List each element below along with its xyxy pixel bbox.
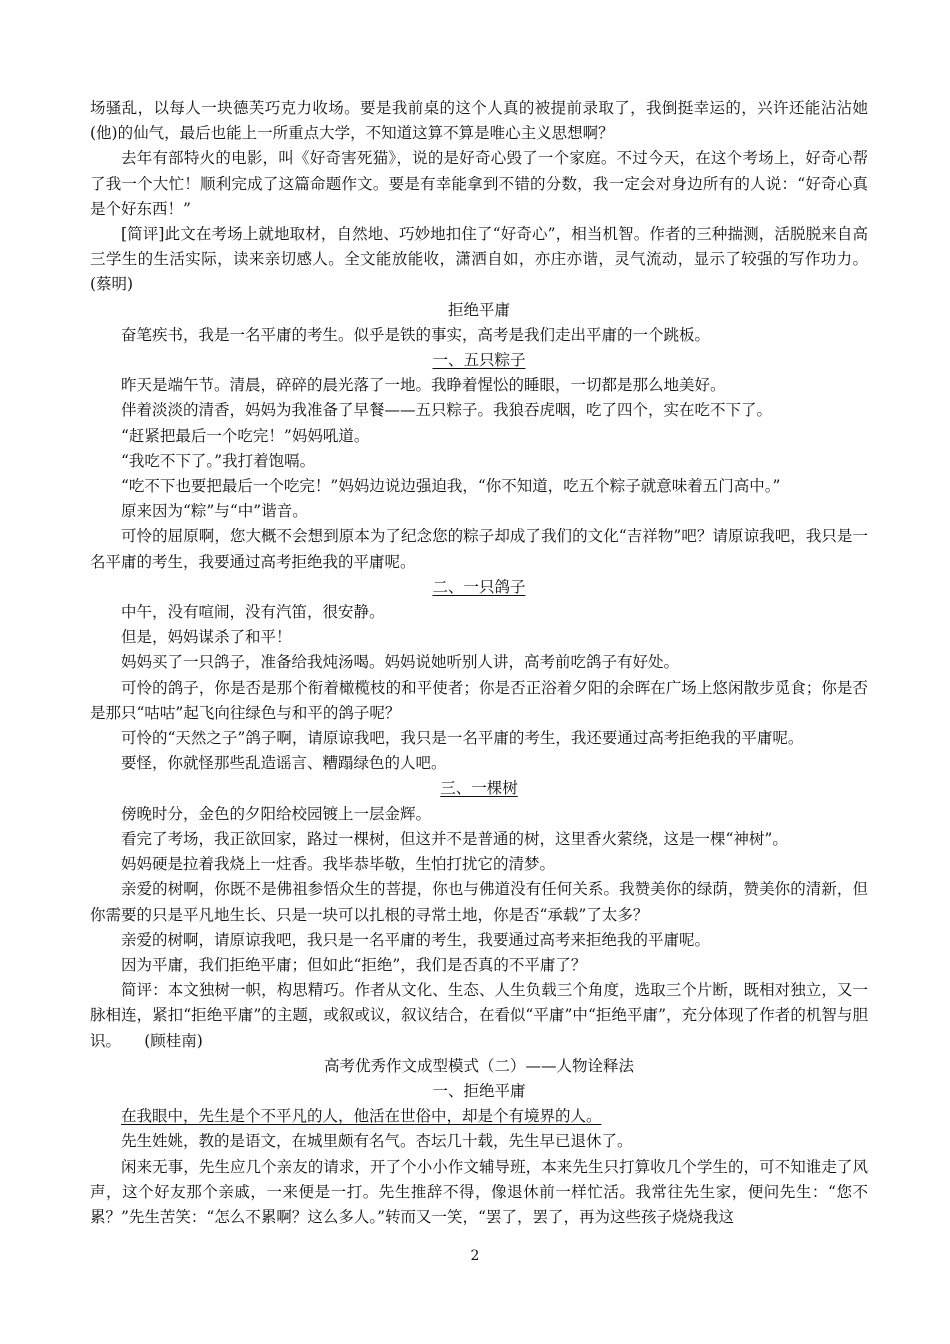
- body-paragraph: 傍晚时分，金色的夕阳给校园镀上一层金辉。: [121, 804, 432, 823]
- body-paragraph: 闲来无事，先生应几个亲友的请求，开了个小小作文辅导班，本来先生只打算收几个学生的，可不知谁走了风声，这个好友那个亲戚，一来便是一打。先生推辞不得，像退休前一样忙活。我常往先生家，便问先生：“您不累？”先生苦笑：“怎么不累啊？这么多人。”转而又一笑，“罢了，罢了，再为这些孩子烧烧我这: [90, 1157, 868, 1226]
- body-paragraph: 但是，妈妈谋杀了和平！: [121, 628, 292, 647]
- section-heading-text: 一、五只粽子: [432, 351, 526, 370]
- body-paragraph: 场骚乱，以每人一块德芙巧克力收场。要是我前桌的这个人真的被提前录取了，我倒挺幸运的，兴许还能沾沾她(他)的仙气，最后也能上一所重点大学，不知道这算不算是唯心主义思想啊？: [90, 99, 868, 143]
- body-paragraph: 昨天是端午节。清晨，碎碎的晨光落了一地。我睁着惺忪的睡眼，一切都是那么地美好。: [121, 376, 726, 395]
- underlined-text: 在我眼中，先生是个不平凡的人，他活在世俗中，却是个有境界的人。: [121, 1107, 602, 1126]
- body-paragraph: “我吃不下了。”我打着饱嗝。: [121, 451, 316, 470]
- body-paragraph: 妈妈买了一只鸽子，准备给我炖汤喝。妈妈说她听别人讲，高考前吃鸽子有好处。: [121, 653, 680, 672]
- page-number: 2: [470, 1248, 480, 1264]
- body-paragraph: 中午，没有喧闹，没有汽笛，很安静。: [121, 603, 385, 622]
- body-paragraph: 去年有部特火的电影，叫《好奇害死猫》，说的是好奇心毁了一个家庭。不过今天，在这个考场上，好奇心帮了我一个大忙！顺利完成了这篇命题作文。要是有幸能拿到不错的分数，我一定会对身边所有的人说：“好奇心真是个好东西！”: [90, 149, 868, 218]
- body-paragraph: 亲爱的树啊，请原谅我吧，我只是一名平庸的考生，我要通过高考来拒绝我的平庸呢。: [121, 930, 711, 949]
- section-heading-text: 三、一棵树: [440, 779, 518, 798]
- document-page: [90, 96, 868, 1230]
- body-paragraph: 简评：本文独树一帜，构思精巧。作者从文化、生态、人生负载三个角度，选取三个片断，既相对独立，又一脉相连，紧扣“拒绝平庸”的主题，或叙或议，叙议结合，在看似“平庸”中“拒绝平庸”，充分体现了作者的机智与胆识。 (顾桂南): [90, 981, 868, 1050]
- body-paragraph: “赶紧把最后一个吃完！”妈妈吼道。: [121, 426, 370, 445]
- body-paragraph: “吃不下也要把最后一个吃完！”妈妈边说边强迫我，“你不知道，吃五个粽子就意味着五门高中。”: [121, 477, 781, 496]
- body-paragraph: 伴着淡淡的清香，妈妈为我准备了早餐——五只粽子。我狼吞虎咽，吃了四个，实在吃不下了。: [121, 401, 773, 420]
- section-heading: 拒绝平庸: [447, 300, 510, 319]
- section-heading: 一、拒绝平庸: [432, 1081, 526, 1100]
- body-paragraph: 可怜的鸽子，你是否是那个衔着橄榄枝的和平使者；你是否正浴着夕阳的余晖在广场上悠闲散步觅食；你是否是那只“咕咕”起飞向往绿色与和平的鸽子呢？: [90, 678, 868, 722]
- section-heading: 高考优秀作文成型模式（二）——人物诠释法: [323, 1056, 634, 1075]
- body-paragraph: 可怜的屈原啊，您大概不会想到原本为了纪念您的粽子却成了我们的文化“吉祥物”吧？请原谅我吧，我只是一名平庸的考生，我要通过高考拒绝我的平庸呢。: [90, 527, 868, 571]
- body-paragraph: 亲爱的树啊，你既不是佛祖参悟众生的菩提，你也与佛道没有任何关系。我赞美你的绿荫，赞美你的清新，但你需要的只是平凡地生长、只是一块可以扎根的寻常土地，你是否“承载”了太多？: [90, 880, 868, 924]
- underlined-paragraph: [90, 1104, 868, 1129]
- section-heading: [90, 348, 868, 373]
- body-paragraph: 先生姓姚，教的是语文，在城里颇有名气。杏坛几十载，先生早已退休了。: [121, 1132, 633, 1151]
- body-paragraph: 妈妈硬是拉着我烧上一炷香。我毕恭毕敬，生怕打扰它的清梦。: [121, 855, 556, 874]
- body-paragraph: 原来因为“粽”与“中”谐音。: [121, 502, 308, 521]
- body-paragraph: 可怜的“天然之子”鸽子啊，请原谅我吧，我只是一名平庸的考生，我还要通过高考拒绝我的平庸呢。: [121, 729, 804, 748]
- body-paragraph: 要怪，你就怪那些乱造谣言、糟蹋绿色的人吧。: [121, 754, 447, 773]
- section-heading: [90, 776, 868, 801]
- section-heading: [90, 575, 868, 600]
- body-paragraph: 奋笔疾书，我是一名平庸的考生。似乎是铁的事实，高考是我们走出平庸的一个跳板。: [121, 325, 711, 344]
- section-heading-text: 二、一只鸽子: [432, 577, 526, 596]
- body-paragraph: 因为平庸，我们拒绝平庸；但如此“拒绝”，我们是否真的不平庸了？: [121, 955, 587, 974]
- body-paragraph: [简评]此文在考场上就地取材，自然地、巧妙地扣住了“好奇心”，相当机智。作者的三种揣测，活脱脱来自高三学生的生活实际，读来亲切感人。全文能放能收，潇洒自如，亦庄亦谐，灵气流动，显示了较强的写作功力。(蔡明): [90, 225, 868, 294]
- body-paragraph: 看完了考场，我正欲回家，路过一棵树，但这并不是普通的树，这里香火萦绕，这是一棵“神树”。: [121, 829, 788, 848]
